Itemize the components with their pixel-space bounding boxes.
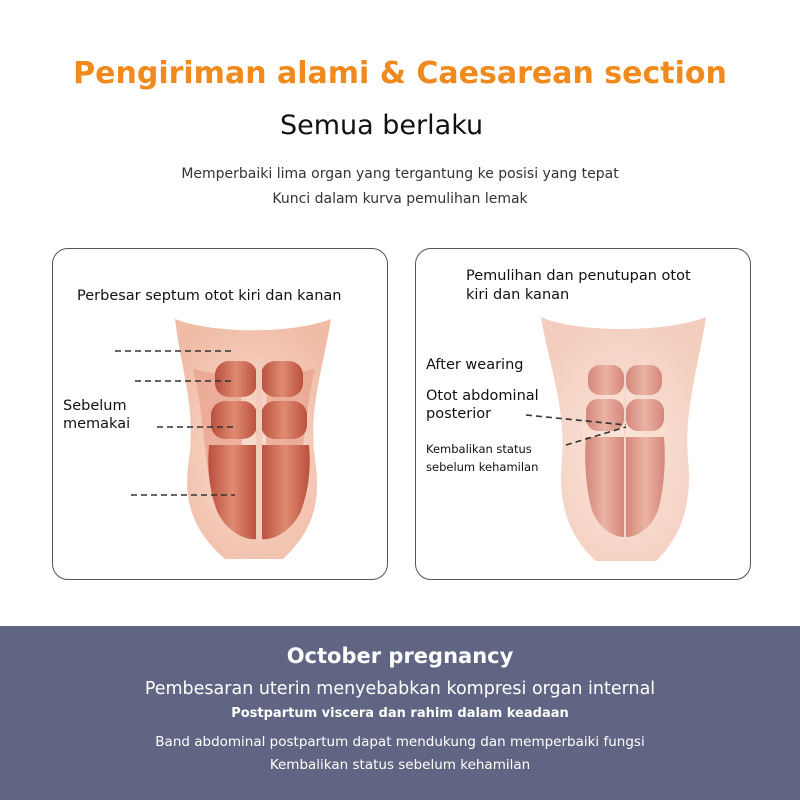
banner-title: October pregnancy <box>286 644 514 668</box>
banner-line-2: Postpartum viscera dan rahim dalam keadaan <box>231 706 569 721</box>
after-wearing-label: After wearing <box>426 357 524 373</box>
muscle-label-line-2: posterior <box>426 406 492 422</box>
before-label-line-1: Sebelum <box>63 398 127 414</box>
banner-line-3: Band abdominal postpartum dapat mendukung dan memperbaiki fungsi <box>155 734 645 750</box>
after-heading-line-2: kiri dan kanan <box>466 287 570 303</box>
after-wearing-panel <box>415 248 751 580</box>
page-subtitle: Semua berlaku <box>280 110 484 141</box>
restore-label-line-1: Kembalikan status <box>426 442 532 456</box>
before-label-line-2: memakai <box>63 416 131 432</box>
intro-line-1: Memperbaiki lima organ yang tergantung ke posisi yang tepat <box>181 166 619 182</box>
muscle-label-line-1: Otot abdominal <box>426 388 539 404</box>
before-wearing-panel <box>52 248 388 580</box>
after-heading-line-1: Pemulihan dan penutupan otot <box>466 268 691 284</box>
page-title: Pengiriman alami & Caesarean section <box>73 56 727 91</box>
restore-label-line-2: sebelum kehamilan <box>426 460 539 474</box>
banner-line-1: Pembesaran uterin menyebabkan kompresi organ internal <box>144 679 656 699</box>
intro-line-2: Kunci dalam kurva pemulihan lemak <box>272 191 528 207</box>
before-panel-heading: Perbesar septum otot kiri dan kanan <box>77 288 342 304</box>
bottom-banner <box>0 626 800 800</box>
banner-line-4: Kembalikan status sebelum kehamilan <box>269 757 531 773</box>
